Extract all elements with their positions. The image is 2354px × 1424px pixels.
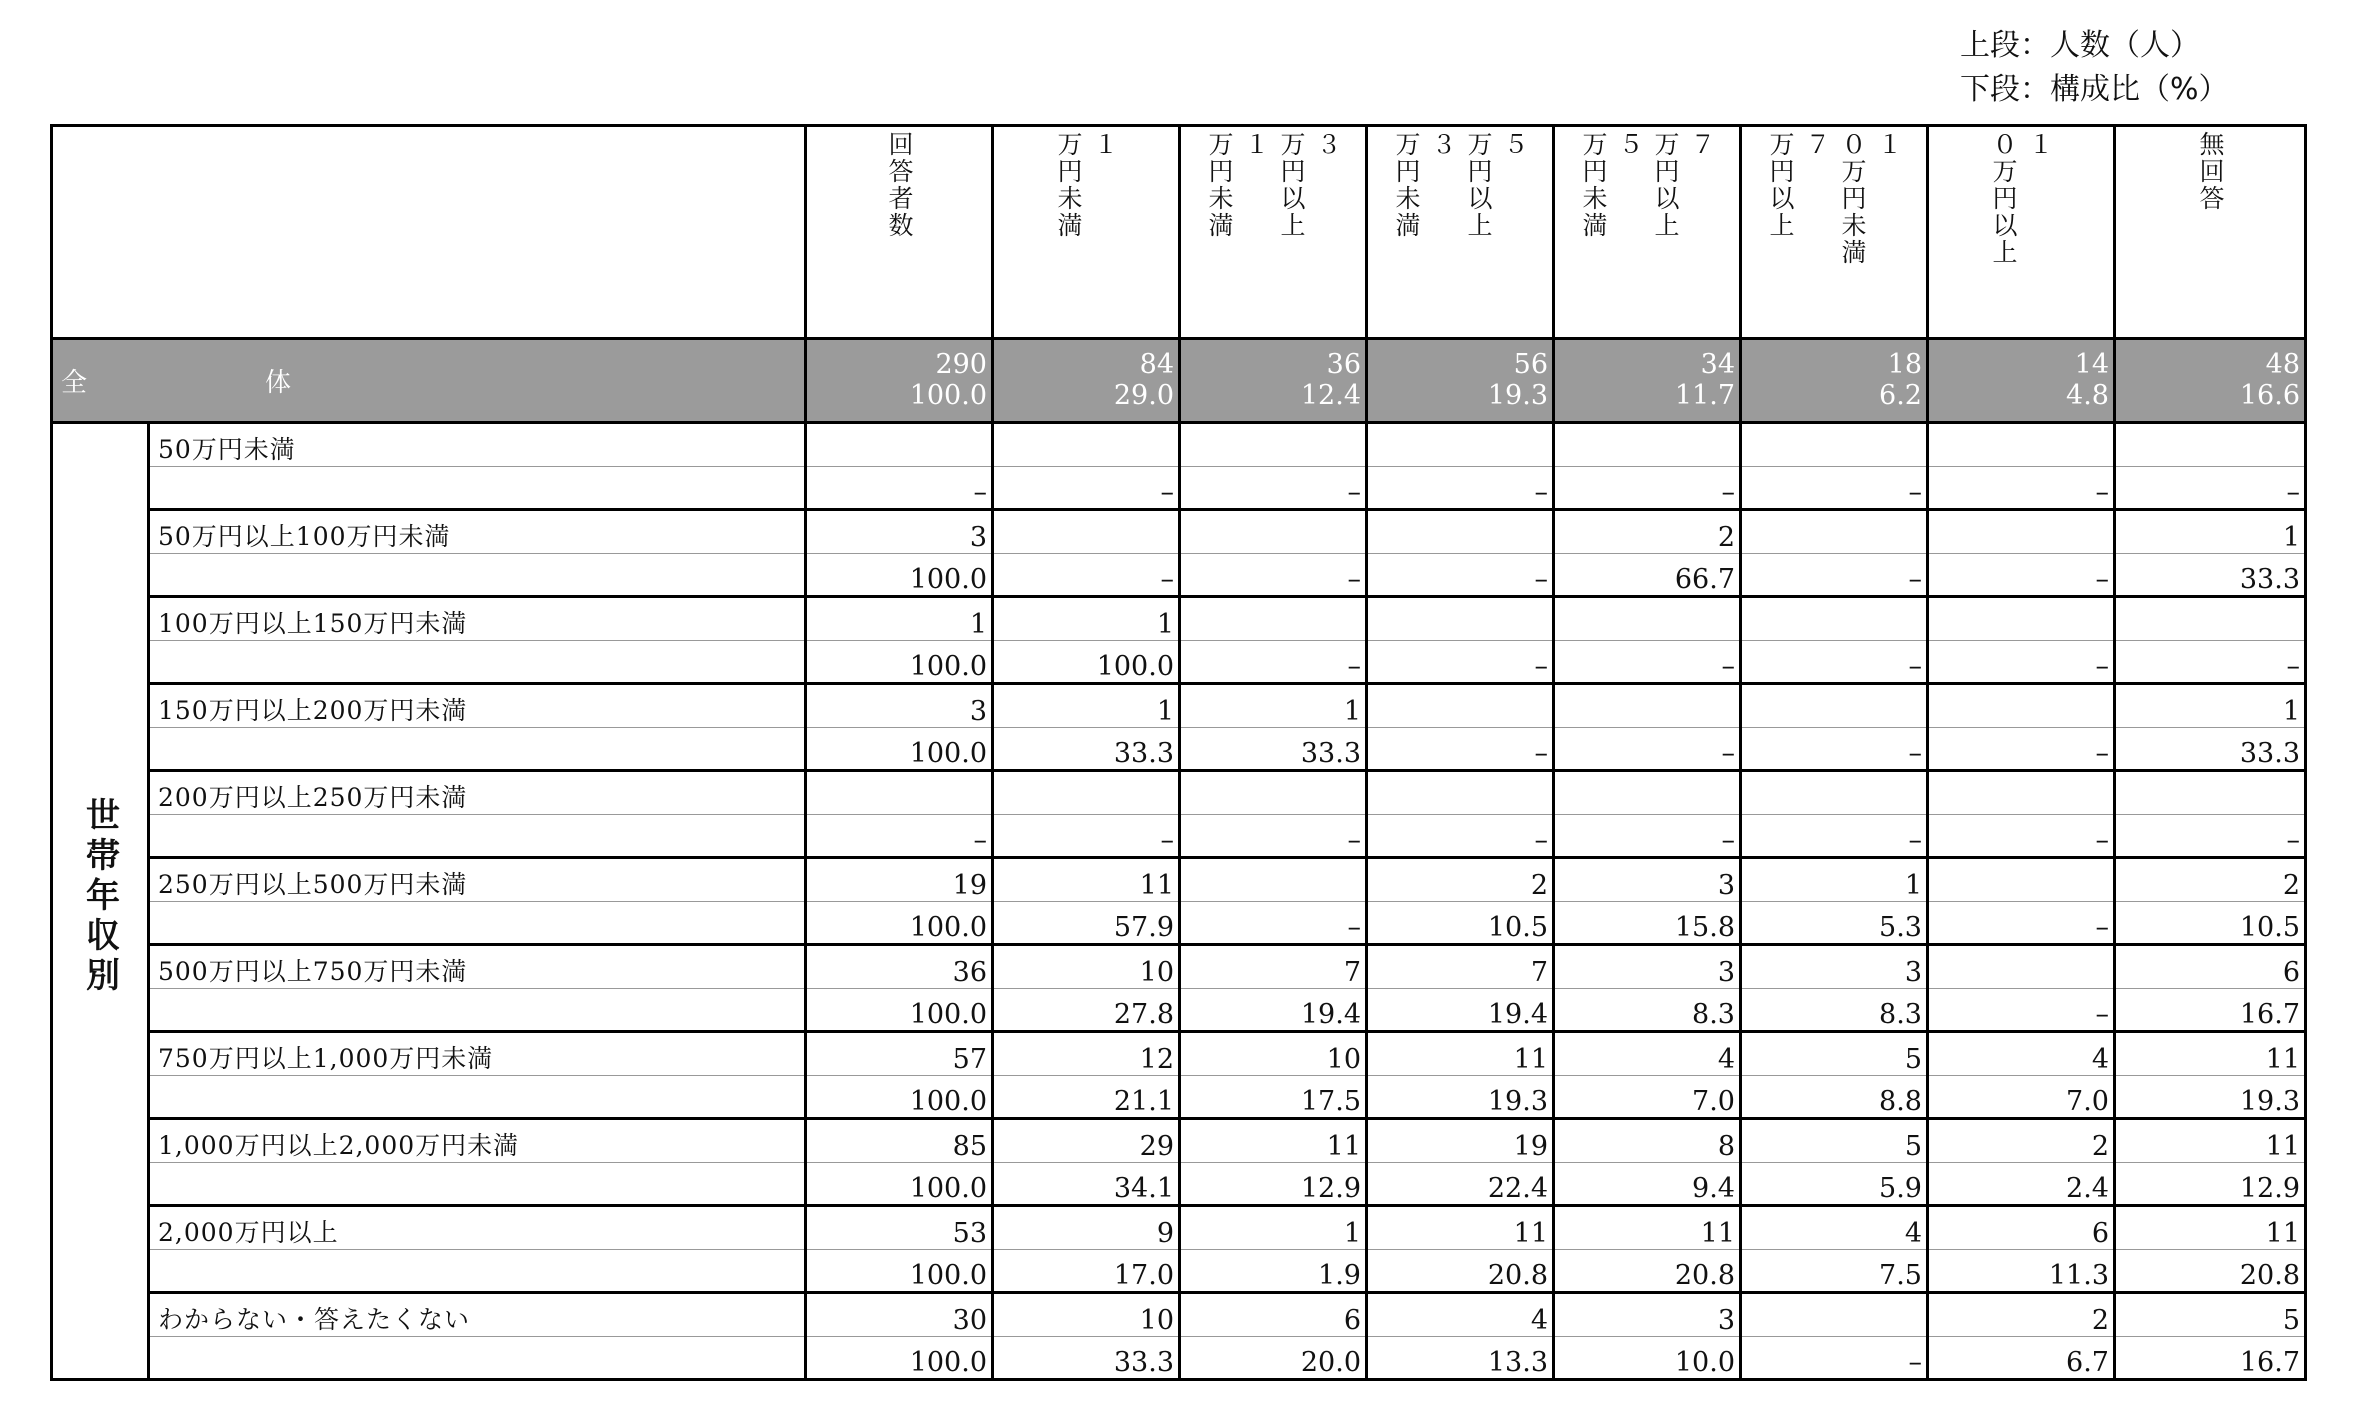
count-cell: 5: [1741, 1032, 1928, 1076]
pct-cell: –: [1554, 728, 1741, 771]
count-cell: [806, 423, 993, 467]
column-header-text: [1368, 131, 1552, 239]
pct-cell: 33.3: [2115, 728, 2306, 771]
total-pct-cell: 12.4: [1180, 380, 1367, 423]
legend-upper: 上段：人数（人）: [1960, 28, 2200, 63]
count-cell: [1928, 771, 2115, 815]
pct-cell: –: [1367, 728, 1554, 771]
pct-cell: –: [1928, 641, 2115, 684]
pct-cell: 20.8: [2115, 1250, 2306, 1293]
row-label: 1,000万円以上2,000万円未満: [149, 1119, 806, 1163]
pct-cell: 10.5: [2115, 902, 2306, 945]
count-cell: 1: [806, 597, 993, 641]
pct-cell: –: [1180, 467, 1367, 510]
count-cell: 12: [993, 1032, 1180, 1076]
pct-cell: 100.0: [806, 1163, 993, 1206]
count-cell: 11: [1180, 1119, 1367, 1163]
count-cell: [1928, 858, 2115, 902]
total-pct-cell: 11.7: [1554, 380, 1741, 423]
column-header-text: [1555, 131, 1739, 239]
column-header: [1741, 126, 1928, 339]
pct-cell: 33.3: [1180, 728, 1367, 771]
row-label: 50万円以上100万円未満: [149, 510, 806, 554]
pct-cell: –: [1180, 554, 1367, 597]
count-cell: 6: [2115, 945, 2306, 989]
count-cell: [1180, 510, 1367, 554]
column-header-line: １: [1874, 131, 1903, 158]
count-cell: [1554, 771, 1741, 815]
count-cell: 19: [1367, 1119, 1554, 1163]
count-cell: 2: [1928, 1119, 2115, 1163]
total-count-cell: 34: [1554, 339, 1741, 380]
count-cell: [1928, 510, 2115, 554]
count-cell: 4: [1554, 1032, 1741, 1076]
count-cell: 1: [1180, 1206, 1367, 1250]
pct-cell: –: [1741, 641, 1928, 684]
row-label: 250万円以上500万円未満: [149, 858, 806, 902]
column-header: [1367, 126, 1554, 339]
count-cell: [1554, 423, 1741, 467]
count-cell: [1180, 771, 1367, 815]
count-cell: 9: [993, 1206, 1180, 1250]
pct-cell: 33.3: [993, 1337, 1180, 1380]
pct-cell: 100.0: [806, 989, 993, 1032]
column-header-line: 万円未満: [1392, 131, 1421, 239]
count-cell: 2: [1367, 858, 1554, 902]
pct-cell: 1.9: [1180, 1250, 1367, 1293]
count-cell: [1367, 510, 1554, 554]
count-cell: 6: [1928, 1206, 2115, 1250]
pct-cell: 100.0: [806, 1337, 993, 1380]
pct-cell: –: [1928, 902, 2115, 945]
pct-cell: 5.9: [1741, 1163, 1928, 1206]
total-pct-cell: 19.3: [1367, 380, 1554, 423]
pct-cell: –: [806, 815, 993, 858]
count-cell: 53: [806, 1206, 993, 1250]
pct-cell: 19.4: [1367, 989, 1554, 1032]
pct-cell: –: [1741, 554, 1928, 597]
count-cell: 11: [2115, 1032, 2306, 1076]
pct-cell: 33.3: [993, 728, 1180, 771]
pct-cell: 100.0: [806, 1076, 993, 1119]
count-cell: [1180, 423, 1367, 467]
row-label-sub: [149, 1163, 806, 1206]
pct-cell: 100.0: [806, 728, 993, 771]
row-label-sub: [149, 641, 806, 684]
count-cell: [2115, 771, 2306, 815]
pct-cell: –: [806, 467, 993, 510]
count-cell: 11: [2115, 1206, 2306, 1250]
pct-cell: 6.7: [1928, 1337, 2115, 1380]
count-cell: 1: [1180, 684, 1367, 728]
count-cell: [1741, 510, 1928, 554]
column-header-text: [994, 131, 1178, 239]
column-header: [806, 126, 993, 339]
pct-cell: –: [993, 815, 1180, 858]
pct-cell: 27.8: [993, 989, 1180, 1032]
count-cell: 5: [1741, 1119, 1928, 1163]
count-cell: [1367, 684, 1554, 728]
total-count-cell: 56: [1367, 339, 1554, 380]
count-cell: [1180, 597, 1367, 641]
row-label: 2,000万円以上: [149, 1206, 806, 1250]
count-cell: 2: [1928, 1293, 2115, 1337]
column-header-line: 回答者数: [885, 131, 914, 239]
pct-cell: 10.5: [1367, 902, 1554, 945]
column-header-line: 万円未満: [1054, 131, 1083, 239]
total-pct-cell: 6.2: [1741, 380, 1928, 423]
count-cell: [1367, 597, 1554, 641]
count-cell: [993, 771, 1180, 815]
pct-cell: –: [1367, 641, 1554, 684]
column-header-text: [2116, 131, 2304, 212]
pct-cell: –: [1554, 467, 1741, 510]
count-cell: 2: [1554, 510, 1741, 554]
row-label-sub: [149, 1250, 806, 1293]
count-cell: 1: [1741, 858, 1928, 902]
pct-cell: 66.7: [1554, 554, 1741, 597]
survey-table: [50, 124, 2307, 1381]
pct-cell: –: [1741, 1337, 1928, 1380]
pct-cell: –: [1928, 467, 2115, 510]
total-pct-cell: 29.0: [993, 380, 1180, 423]
pct-cell: –: [1741, 728, 1928, 771]
row-label: 200万円以上250万円未満: [149, 771, 806, 815]
pct-cell: –: [1928, 989, 2115, 1032]
column-header-line: １: [1241, 131, 1270, 158]
pct-cell: 19.4: [1180, 989, 1367, 1032]
count-cell: 4: [1367, 1293, 1554, 1337]
pct-cell: 19.3: [1367, 1076, 1554, 1119]
count-cell: 7: [1180, 945, 1367, 989]
count-cell: [2115, 597, 2306, 641]
total-pct-cell: 100.0: [806, 380, 993, 423]
count-cell: 2: [2115, 858, 2306, 902]
row-label: わからない・答えたくない: [149, 1293, 806, 1337]
column-header-line: 万円以上: [1651, 131, 1680, 239]
count-cell: 6: [1180, 1293, 1367, 1337]
column-header-line: １: [1090, 131, 1119, 158]
count-cell: [1928, 597, 2115, 641]
pct-cell: 13.3: [1367, 1337, 1554, 1380]
count-cell: 30: [806, 1293, 993, 1337]
row-label-sub: [149, 1076, 806, 1119]
row-label-sub: [149, 554, 806, 597]
pct-cell: 22.4: [1367, 1163, 1554, 1206]
row-label-sub: [149, 989, 806, 1032]
pct-cell: 8.3: [1554, 989, 1741, 1032]
pct-cell: 8.3: [1741, 989, 1928, 1032]
pct-cell: 19.3: [2115, 1076, 2306, 1119]
pct-cell: 7.5: [1741, 1250, 1928, 1293]
row-label: 100万円以上150万円未満: [149, 597, 806, 641]
column-header-line: 万円以上: [1464, 131, 1493, 239]
total-count-cell: 14: [1928, 339, 2115, 380]
count-cell: [1928, 684, 2115, 728]
pct-cell: –: [1180, 641, 1367, 684]
count-cell: [993, 423, 1180, 467]
pct-cell: 12.9: [1180, 1163, 1367, 1206]
column-header-line: ７: [1687, 131, 1716, 158]
column-header-line: ７: [1802, 131, 1831, 158]
column-header-line: ０万円以上: [1989, 131, 2018, 266]
legend-lower: 下段：構成比（%）: [1960, 72, 2229, 107]
row-label-sub: [149, 902, 806, 945]
pct-cell: –: [2115, 641, 2306, 684]
pct-cell: 100.0: [993, 641, 1180, 684]
pct-cell: 21.1: [993, 1076, 1180, 1119]
row-label: 750万円以上1,000万円未満: [149, 1032, 806, 1076]
row-label-sub: [149, 815, 806, 858]
count-cell: [1928, 423, 2115, 467]
count-cell: 1: [993, 597, 1180, 641]
column-header: [1554, 126, 1741, 339]
count-cell: 29: [993, 1119, 1180, 1163]
column-header-line: ３: [1428, 131, 1457, 158]
count-cell: 19: [806, 858, 993, 902]
count-cell: 3: [1741, 945, 1928, 989]
count-cell: 10: [993, 1293, 1180, 1337]
total-count-cell: 48: [2115, 339, 2306, 380]
count-cell: 11: [993, 858, 1180, 902]
column-header: [1180, 126, 1367, 339]
count-cell: 11: [2115, 1119, 2306, 1163]
count-cell: [806, 771, 993, 815]
count-cell: 4: [1928, 1032, 2115, 1076]
pct-cell: –: [2115, 467, 2306, 510]
count-cell: 11: [1367, 1032, 1554, 1076]
count-cell: 1: [993, 684, 1180, 728]
column-header-line: 万円以上: [1277, 131, 1306, 239]
pct-cell: –: [1554, 641, 1741, 684]
total-row-label: [52, 339, 806, 423]
count-cell: 85: [806, 1119, 993, 1163]
count-cell: 3: [1554, 1293, 1741, 1337]
pct-cell: –: [2115, 815, 2306, 858]
pct-cell: –: [1741, 815, 1928, 858]
count-cell: 36: [806, 945, 993, 989]
pct-cell: 17.5: [1180, 1076, 1367, 1119]
count-cell: [1367, 423, 1554, 467]
pct-cell: –: [1180, 815, 1367, 858]
legend: [1960, 24, 2229, 112]
row-label-sub: [149, 467, 806, 510]
pct-cell: 20.8: [1554, 1250, 1741, 1293]
pct-cell: 12.9: [2115, 1163, 2306, 1206]
total-pct-cell: 4.8: [1928, 380, 2115, 423]
count-cell: 11: [1554, 1206, 1741, 1250]
pct-cell: 15.8: [1554, 902, 1741, 945]
total-count-cell: 18: [1741, 339, 1928, 380]
header-blank-cell: [52, 126, 806, 339]
count-cell: [1180, 858, 1367, 902]
total-label-left: 全: [61, 368, 88, 398]
column-header-line: 万円未満: [1579, 131, 1608, 239]
pct-cell: –: [1554, 815, 1741, 858]
row-label-sub: [149, 728, 806, 771]
count-cell: 5: [2115, 1293, 2306, 1337]
column-header-line: 万円未満: [1205, 131, 1234, 239]
pct-cell: 20.0: [1180, 1337, 1367, 1380]
count-cell: [1928, 945, 2115, 989]
count-cell: [1741, 597, 1928, 641]
count-cell: 10: [1180, 1032, 1367, 1076]
count-cell: 4: [1741, 1206, 1928, 1250]
count-cell: 57: [806, 1032, 993, 1076]
column-header-text: [1742, 131, 1926, 266]
pct-cell: 100.0: [806, 902, 993, 945]
pct-cell: 8.8: [1741, 1076, 1928, 1119]
total-count-cell: 290: [806, 339, 993, 380]
pct-cell: 100.0: [806, 641, 993, 684]
column-header-line: ０万円未満: [1838, 131, 1867, 266]
pct-cell: 5.3: [1741, 902, 1928, 945]
pct-cell: –: [1741, 467, 1928, 510]
total-count-cell: 36: [1180, 339, 1367, 380]
column-header-text: [1181, 131, 1365, 239]
pct-cell: 9.4: [1554, 1163, 1741, 1206]
count-cell: 1: [2115, 510, 2306, 554]
pct-cell: –: [993, 554, 1180, 597]
pct-cell: 10.0: [1554, 1337, 1741, 1380]
column-header: [1928, 126, 2115, 339]
row-label: 500万円以上750万円未満: [149, 945, 806, 989]
category-label: 世帯年収別: [79, 796, 120, 997]
count-cell: [2115, 423, 2306, 467]
row-label: 150万円以上200万円未満: [149, 684, 806, 728]
count-cell: 8: [1554, 1119, 1741, 1163]
pct-cell: –: [993, 467, 1180, 510]
pct-cell: 34.1: [993, 1163, 1180, 1206]
total-count-cell: 84: [993, 339, 1180, 380]
count-cell: [1741, 771, 1928, 815]
pct-cell: 100.0: [806, 1250, 993, 1293]
column-header-line: 無回答: [2196, 131, 2225, 212]
pct-cell: 17.0: [993, 1250, 1180, 1293]
pct-cell: 11.3: [1928, 1250, 2115, 1293]
count-cell: 3: [1554, 945, 1741, 989]
count-cell: [1554, 684, 1741, 728]
column-header-line: 万円以上: [1766, 131, 1795, 239]
column-header-line: ５: [1500, 131, 1529, 158]
count-cell: [1554, 597, 1741, 641]
count-cell: 11: [1367, 1206, 1554, 1250]
count-cell: 3: [806, 510, 993, 554]
column-header-line: １: [2025, 131, 2054, 158]
row-label: 50万円未満: [149, 423, 806, 467]
pct-cell: 7.0: [1928, 1076, 2115, 1119]
total-label-right: 体: [265, 368, 292, 398]
count-cell: [1741, 1293, 1928, 1337]
pct-cell: –: [1367, 467, 1554, 510]
column-header-text: [807, 131, 991, 239]
count-cell: 1: [2115, 684, 2306, 728]
pct-cell: 20.8: [1367, 1250, 1554, 1293]
column-header-text: [1929, 131, 2113, 266]
column-header-line: ５: [1615, 131, 1644, 158]
column-header: [993, 126, 1180, 339]
column-header: [2115, 126, 2306, 339]
count-cell: [993, 510, 1180, 554]
total-pct-cell: 16.6: [2115, 380, 2306, 423]
count-cell: 3: [806, 684, 993, 728]
count-cell: [1741, 423, 1928, 467]
pct-cell: –: [1180, 902, 1367, 945]
count-cell: 7: [1367, 945, 1554, 989]
pct-cell: 33.3: [2115, 554, 2306, 597]
column-header-line: ３: [1313, 131, 1342, 158]
pct-cell: –: [1928, 728, 2115, 771]
count-cell: 10: [993, 945, 1180, 989]
pct-cell: 7.0: [1554, 1076, 1741, 1119]
pct-cell: 2.4: [1928, 1163, 2115, 1206]
category-cell: [52, 423, 149, 1380]
count-cell: 3: [1554, 858, 1741, 902]
pct-cell: 57.9: [993, 902, 1180, 945]
pct-cell: –: [1928, 815, 2115, 858]
row-label-sub: [149, 1337, 806, 1380]
count-cell: [1741, 684, 1928, 728]
pct-cell: –: [1928, 554, 2115, 597]
pct-cell: 16.7: [2115, 1337, 2306, 1380]
count-cell: [1367, 771, 1554, 815]
pct-cell: 16.7: [2115, 989, 2306, 1032]
pct-cell: –: [1367, 815, 1554, 858]
pct-cell: –: [1367, 554, 1554, 597]
pct-cell: 100.0: [806, 554, 993, 597]
